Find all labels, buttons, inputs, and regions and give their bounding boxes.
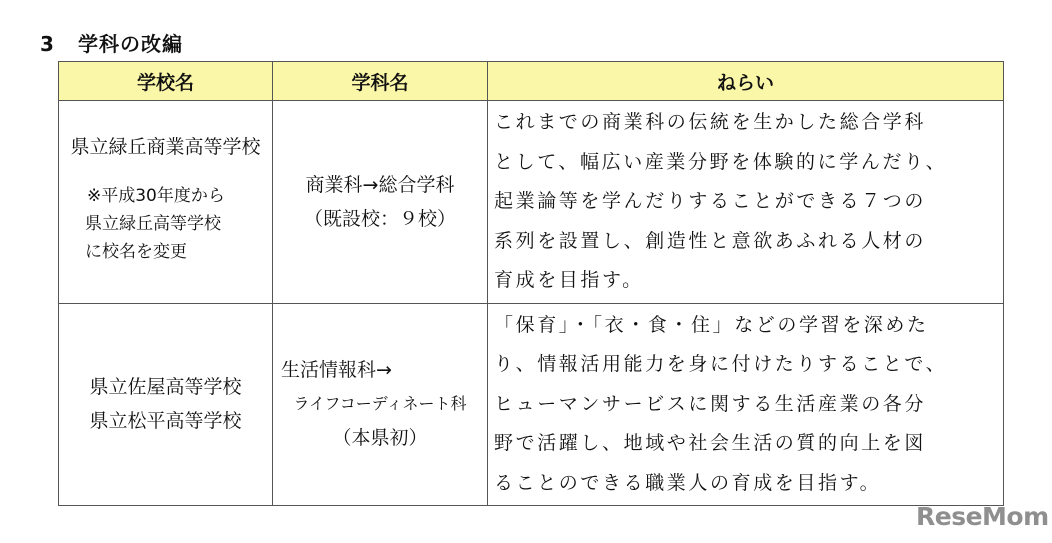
department-cell: [273, 303, 488, 506]
section-title: 学科の改編: [78, 32, 183, 56]
aim-cell: [488, 101, 1004, 304]
reorganization-table: [58, 61, 1004, 506]
department-line: ライフコーディネート科: [293, 394, 467, 414]
table-row: [59, 101, 1004, 304]
note-line: ※平成30年度から: [87, 185, 225, 206]
resemom-logo: ReseMom: [916, 502, 1049, 531]
note-line: に校名を変更: [85, 241, 187, 262]
header-school: 学校名: [59, 62, 273, 101]
aim-line: ヒューマンサービスに関する生活産業の各分: [494, 392, 927, 415]
department-cell: [273, 101, 488, 304]
aim-line: として、幅広い産業分野を体験的に学んだり、: [494, 150, 948, 173]
note-line: 県立緑丘高等学校: [85, 213, 221, 234]
aim-line: 起業論等を学んだりすることができる７つの: [494, 190, 927, 212]
section-heading: [40, 28, 183, 57]
school-name: 県立松平高等学校: [89, 410, 242, 433]
aim-line: 系列を設置し、創造性と意欲あふれる人材の: [494, 229, 927, 252]
aim-line: これまでの商業科の伝統を生かした総合学科: [494, 111, 927, 133]
department-line: 生活情報科→: [281, 359, 392, 382]
school-note: [59, 182, 272, 266]
school-cell: [59, 101, 273, 304]
header-department: 学科名: [273, 62, 488, 101]
school-name: 県立佐屋高等学校: [89, 376, 242, 399]
school-cell: [59, 303, 273, 506]
table-row: [59, 303, 1004, 506]
aim-line: 「保育」・「衣・食・住」などの学習を深めた: [494, 313, 929, 336]
header-aim: ねらい: [488, 62, 1004, 101]
aim-line: ることのできる職業人の育成を目指す。: [494, 471, 882, 494]
aim-line: り、情報活用能力を身に付けたりすることで、: [494, 353, 948, 375]
section-number: 3: [40, 32, 55, 56]
school-name: 県立緑丘商業高等学校: [70, 135, 261, 158]
department-line: （既設校：９校）: [303, 207, 456, 230]
aim-line: 育成を目指す。: [494, 269, 644, 291]
aim-line: 野で活躍し、地域や社会生活の質的向上を図: [494, 432, 927, 454]
table-header-row: [59, 62, 1004, 101]
aim-cell: [488, 303, 1004, 506]
department-line: 商業科→総合学科: [305, 173, 455, 196]
department-line: （本県初）: [332, 427, 428, 450]
